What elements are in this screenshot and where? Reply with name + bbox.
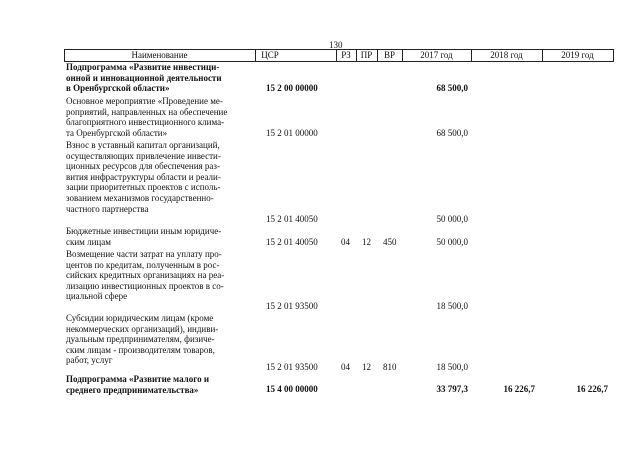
name-line: ским лицам - производителям товаров,	[66, 344, 215, 355]
name-line: лизацию инвестиционных проектов в со-	[66, 280, 224, 291]
row-2017: 33 797,3	[436, 384, 468, 394]
row-2017: 68 500,0	[436, 128, 468, 138]
header-pr: ПР	[360, 50, 373, 60]
name-line: осуществляющих привлечение инвести-	[66, 150, 221, 161]
name-line: Субсидии юридическим лицам (кроме	[66, 313, 214, 323]
name-line: ским лицам	[66, 236, 111, 247]
name-line: онной и инновационной деятельности	[66, 72, 222, 83]
page-number: 130	[329, 40, 343, 50]
header-2018: 2018 год	[490, 50, 523, 60]
row-name	[66, 96, 266, 138]
header-rz: РЗ	[341, 50, 351, 60]
header-name: Наименование	[131, 50, 188, 60]
name-line: Бюджетные инвестиции иным юридиче-	[66, 226, 222, 236]
row-2017: 18 500,0	[436, 301, 468, 311]
row-2019: 16 226,7	[576, 384, 608, 394]
row-csr: 15 2 01 00000	[266, 128, 318, 138]
row-rz: 04	[341, 362, 350, 372]
name-line: частного партнерства	[66, 203, 149, 214]
row-vr: 810	[383, 362, 397, 372]
row-pr: 12	[362, 362, 371, 372]
row-rz: 04	[341, 237, 350, 247]
name-line: Подпрограмма «Развитие малого и	[66, 374, 210, 384]
row-2018: 16 226,7	[503, 384, 535, 394]
name-line: центов по кредитам, полученным в рос-	[66, 259, 220, 270]
row-csr: 15 2 01 40050	[266, 237, 318, 247]
row-csr: 15 2 01 40050	[266, 214, 318, 224]
header-divider	[613, 49, 614, 61]
name-line: вития инфраструктуры области и реали-	[66, 171, 221, 182]
name-line: дуальным предпринимателям, физиче-	[66, 334, 215, 345]
row-name	[66, 313, 266, 366]
name-line: зованием механизмов государственно-	[66, 192, 214, 203]
header-vr: ВР	[383, 50, 395, 60]
name-line: та Оренбургской области»	[66, 127, 168, 138]
row-name	[66, 62, 266, 94]
name-line: Подпрограмма «Развитие инвестици-	[66, 62, 220, 72]
row-name	[66, 140, 266, 214]
row-csr: 15 2 01 93500	[266, 362, 318, 372]
name-line: Основное мероприятие «Проведение ме-	[66, 96, 223, 106]
name-line: среднего предпринимательства»	[66, 384, 199, 395]
row-2017: 50 000,0	[436, 214, 468, 224]
row-2017: 18 500,0	[436, 362, 468, 372]
header-2017: 2017 год	[420, 50, 453, 60]
header-2019: 2019 год	[561, 50, 594, 60]
name-line: циальной сфере	[66, 291, 128, 302]
name-line: зации приоритетных проектов с исполь-	[66, 182, 221, 193]
name-line: Взнос в уставный капитал организаций,	[66, 140, 220, 150]
name-line: ционных ресурсов для обеспечения раз-	[66, 161, 220, 172]
row-vr: 450	[383, 237, 397, 247]
name-line: благоприятного инвестиционного клима-	[66, 117, 225, 128]
name-line: в Оренбургской области»	[66, 83, 170, 94]
row-csr: 15 4 00 00000	[266, 384, 318, 394]
name-line: некоммерческих организаций), индиви-	[66, 323, 219, 334]
name-line: сийских кредитных организациях на реа-	[66, 270, 225, 281]
name-line: роприятий, направленных на обеспечение	[66, 106, 228, 117]
row-name	[66, 374, 266, 395]
row-csr: 15 2 00 00000	[266, 83, 318, 93]
row-name	[66, 226, 266, 247]
name-line: Возмещение части затрат на уплату про-	[66, 249, 222, 259]
name-line: работ, услуг	[66, 355, 113, 366]
row-csr: 15 2 01 93500	[266, 301, 318, 311]
row-name	[66, 249, 266, 302]
row-2017: 50 000,0	[436, 237, 468, 247]
row-2017: 68 500,0	[436, 83, 468, 93]
row-pr: 12	[362, 237, 371, 247]
header-csr: ЦСР	[261, 50, 279, 60]
